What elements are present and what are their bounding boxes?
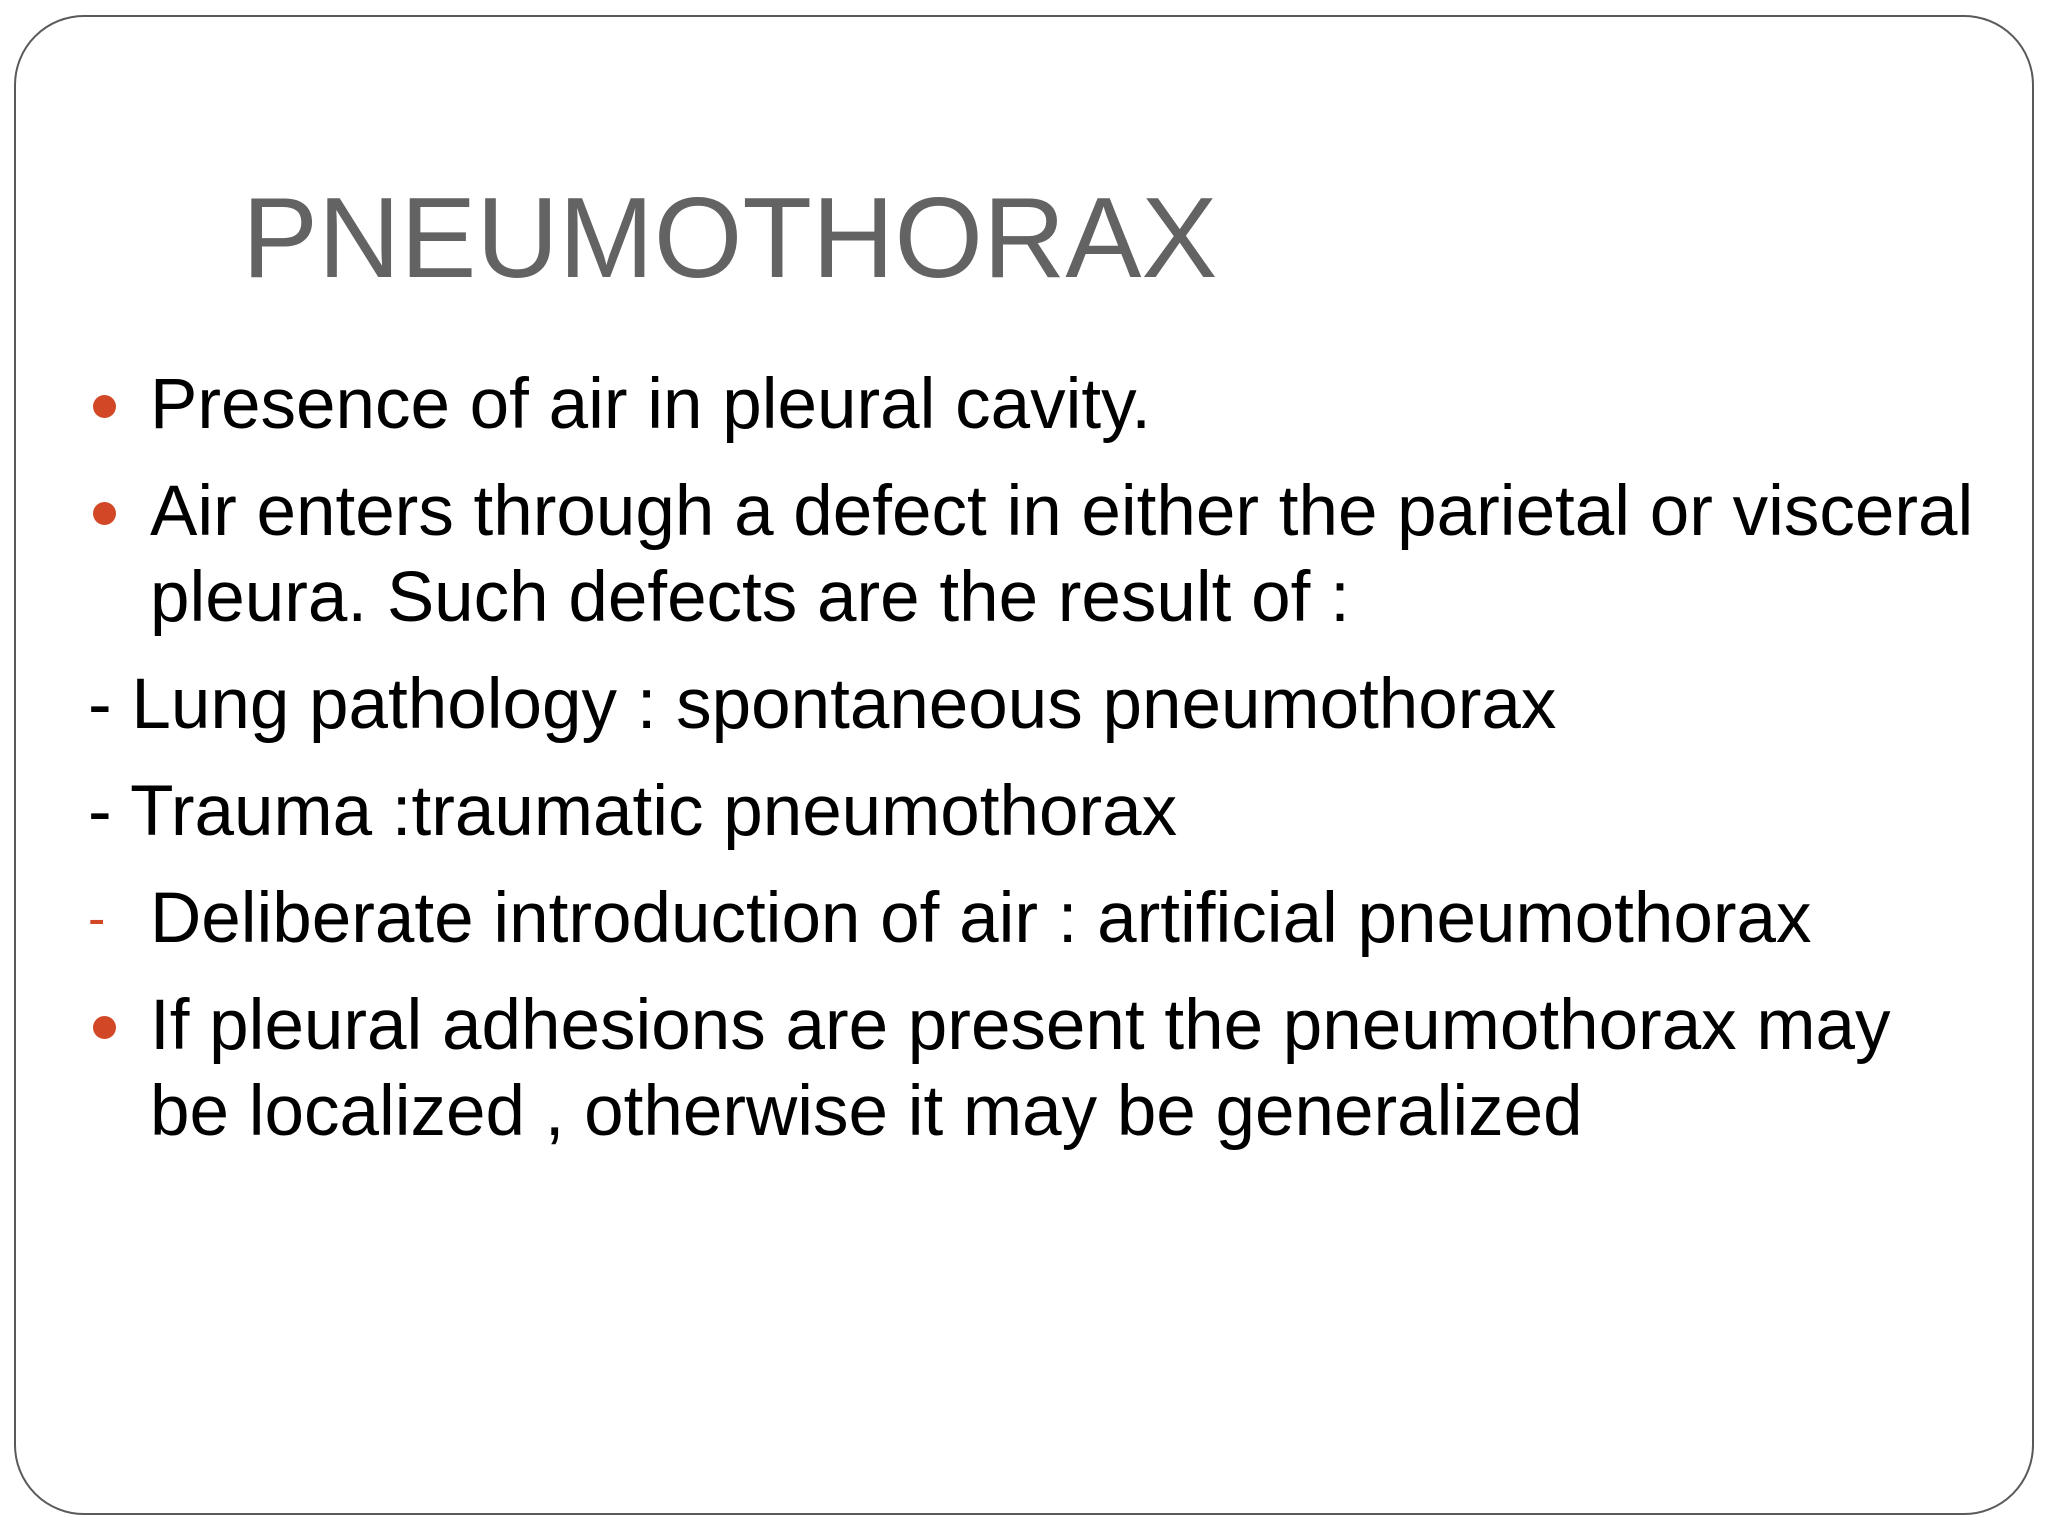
slide-frame — [14, 15, 2034, 1515]
dash-marker: - — [88, 890, 106, 948]
dash-item-text: Deliberate introduction of air : artificial pneumothorax — [150, 879, 1812, 958]
slide-body — [88, 362, 1988, 1176]
bullet-dot-icon — [93, 1016, 116, 1039]
bullet-item — [88, 983, 1988, 1155]
slide-title: PNEUMOTHORAX — [242, 175, 1218, 302]
bullet-text: If pleural adhesions are present the pneumothorax may be localized , otherwise it may be generalized — [150, 986, 1891, 1151]
sub-item-text: - Trauma :traumatic pneumothorax — [88, 772, 1178, 851]
sub-item — [88, 769, 1988, 855]
sub-item-text: - Lung pathology : spontaneous pneumothorax — [88, 665, 1557, 744]
bullet-text: Air enters through a defect in either the parietal or visceral pleura. Such defects are the result of : — [150, 472, 1974, 637]
bullet-item — [88, 469, 1988, 641]
bullet-text: Presence of air in pleural cavity. — [150, 365, 1152, 444]
bullet-item — [88, 362, 1988, 448]
bullet-dot-icon — [93, 502, 116, 525]
dash-item — [88, 876, 1988, 962]
sub-item — [88, 662, 1988, 748]
bullet-dot-icon — [93, 395, 116, 418]
